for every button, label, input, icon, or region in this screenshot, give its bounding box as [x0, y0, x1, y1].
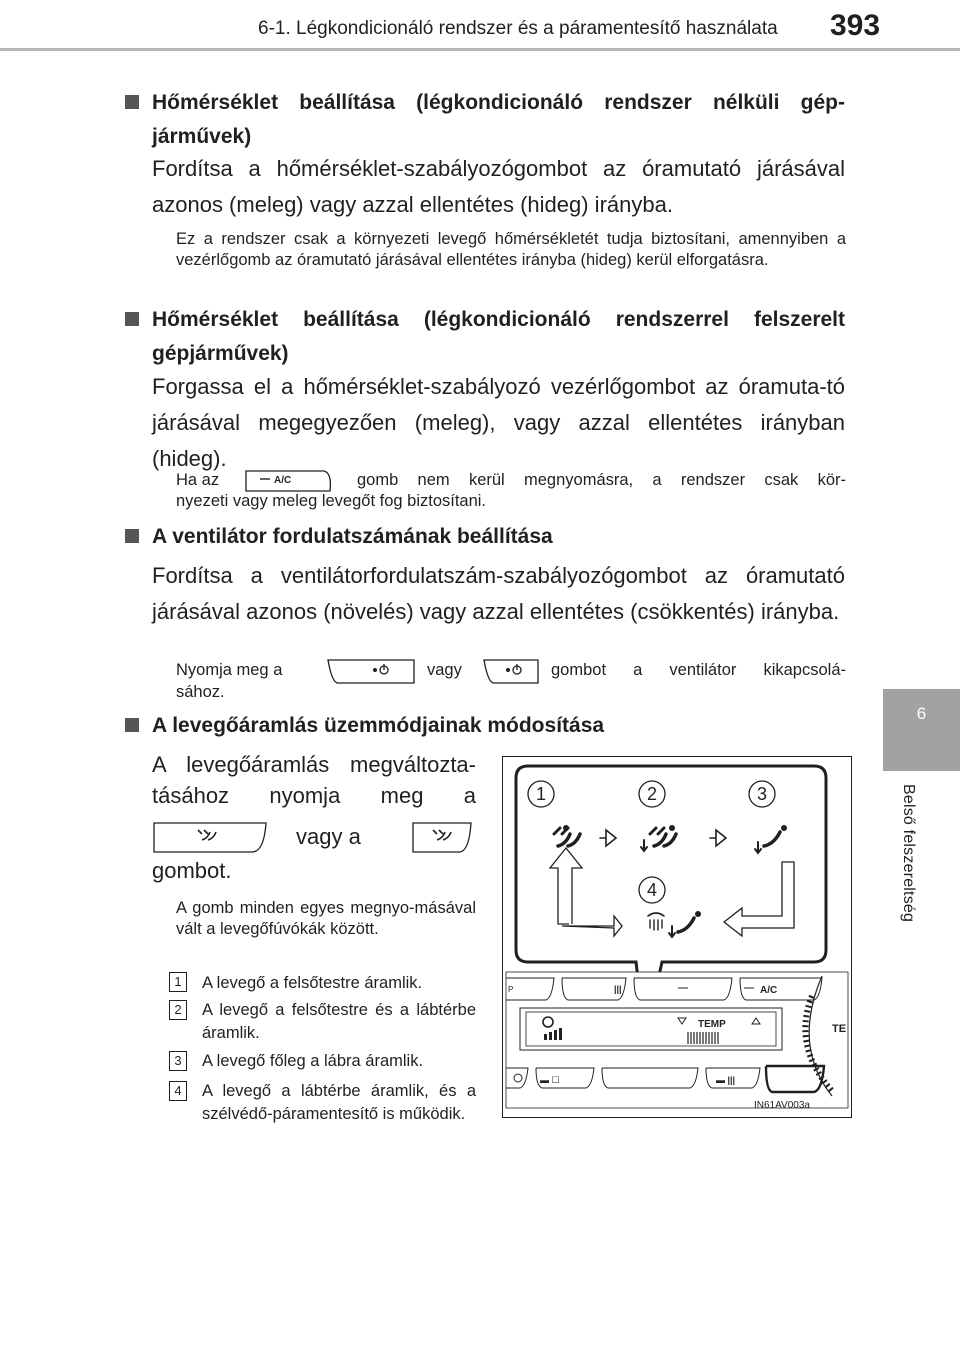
- section-body-line2: tásához nyomja meg a: [152, 783, 476, 808]
- airflow-mode-figure: [502, 756, 852, 1118]
- section-bullet-icon: [125, 312, 139, 326]
- section-heading: A levegőáramlás üzemmódjainak módosítása: [152, 714, 605, 737]
- item-number-4: 4: [169, 1081, 187, 1101]
- section-body: Forgassa el a hőmérséklet-szabályozó vezérlőgombot az óramuta-tó járásával megegyezően (meleg), vagy azzal ellentétes irányban (hideg).: [152, 374, 845, 471]
- section-heading: Hőmérséklet beállítása (légkondicionáló rendszerrel felszerelt gépjárművek): [152, 308, 845, 365]
- svg-text:▬ |||: ▬ |||: [716, 1075, 736, 1085]
- panel-ac-label: A/C: [760, 985, 778, 996]
- callout-label-3: 3: [756, 784, 768, 804]
- section-body: Fordítsa a ventilátorfordulatszám-szabályozógombot az óramutató járásával azonos (növelés) vagy azzal ellentétes (csökkentés) irányba.: [152, 563, 845, 624]
- figure-code: IN61AV003a: [754, 1100, 810, 1111]
- svg-text:A/C: A/C: [274, 475, 292, 486]
- callout-label-2: 2: [646, 784, 658, 804]
- item-text-3: A levegő főleg a lábra áramlik.: [202, 1052, 424, 1070]
- item-number-3: 3: [169, 1051, 187, 1071]
- section-body: Fordítsa a hőmérséklet-szabályozógombot az óramutató járásával azonos (meleg) vagy azzal ellentétes (hideg) irányba.: [152, 156, 845, 217]
- panel-temp-label: TEMP: [698, 1019, 726, 1030]
- svg-text:P: P: [508, 985, 514, 994]
- note-text-mid: vagy: [427, 661, 462, 679]
- svg-text:|||: |||: [614, 984, 622, 994]
- item-text-2: A levegő a felsőtestre és a lábtérbe áramlik.: [202, 1001, 476, 1042]
- ac-button-icon: [244, 467, 334, 493]
- section-body-end: gombot.: [152, 858, 232, 883]
- note-text-pre: Nyomja meg a: [176, 661, 283, 679]
- note-text-post: gomb nem kerül megnyomásra, a rendszer csak kör-: [357, 471, 846, 489]
- chapter-tab-number: 6: [883, 689, 960, 771]
- running-header-title: 6-1. Légkondicionáló rendszer és a páramentesítő használata: [258, 18, 778, 39]
- note-text-post: gombot a ventilátor kikapcsolá-: [551, 661, 846, 679]
- item-text-4: A levegő a lábtérbe áramlik, és a szélvédő-páramentesítő is működik.: [202, 1082, 476, 1123]
- section-note: Ez a rendszer csak a környezeti levegő hőmérsékletét tudja biztosítani, amennyiben a vezérlőgomb az óramutató járásával ellentétes irányba (hideg) kerül elforgatásra.: [176, 230, 846, 269]
- note-text-line2: sához.: [176, 683, 225, 701]
- note-text-line2: nyezeti vagy meleg levegőt fog biztosítani.: [176, 492, 487, 510]
- fan-off-button-icon: [326, 657, 416, 685]
- chapter-tab-label: Belső felszereltség: [900, 784, 917, 923]
- section-heading: Hőmérséklet beállítása (légkondicionáló rendszer nélküli gép- járművek): [152, 91, 845, 148]
- fan-off-button-icon-alt: [482, 657, 540, 685]
- header-rule: [0, 48, 960, 51]
- section-body-mid: vagy a: [296, 824, 361, 849]
- section-body-line1: A levegőáramlás megváltozta-: [152, 752, 476, 777]
- page-number: 393: [830, 9, 881, 42]
- item-text-1: A levegő a felsőtestre áramlik.: [202, 974, 423, 992]
- section-bullet-icon: [125, 718, 139, 732]
- note-text-pre: Ha az: [176, 471, 220, 489]
- airflow-mode-button-icon-alt: [411, 820, 473, 856]
- section-bullet-icon: [125, 529, 139, 543]
- panel-te-label: TE: [832, 1023, 847, 1035]
- svg-text:▬ ☐: ▬ ☐: [540, 1075, 560, 1085]
- callout-label-1: 1: [535, 784, 547, 804]
- airflow-mode-button-icon: [152, 820, 270, 856]
- item-number-2: 2: [169, 1000, 187, 1020]
- section-bullet-icon: [125, 95, 139, 109]
- section-note: A gomb minden egyes megnyo-másával vált a levegőfúvókák között.: [176, 899, 476, 938]
- item-number-1: 1: [169, 972, 187, 992]
- callout-label-4: 4: [646, 880, 658, 900]
- section-heading: A ventilátor fordulatszámának beállítása: [152, 525, 553, 548]
